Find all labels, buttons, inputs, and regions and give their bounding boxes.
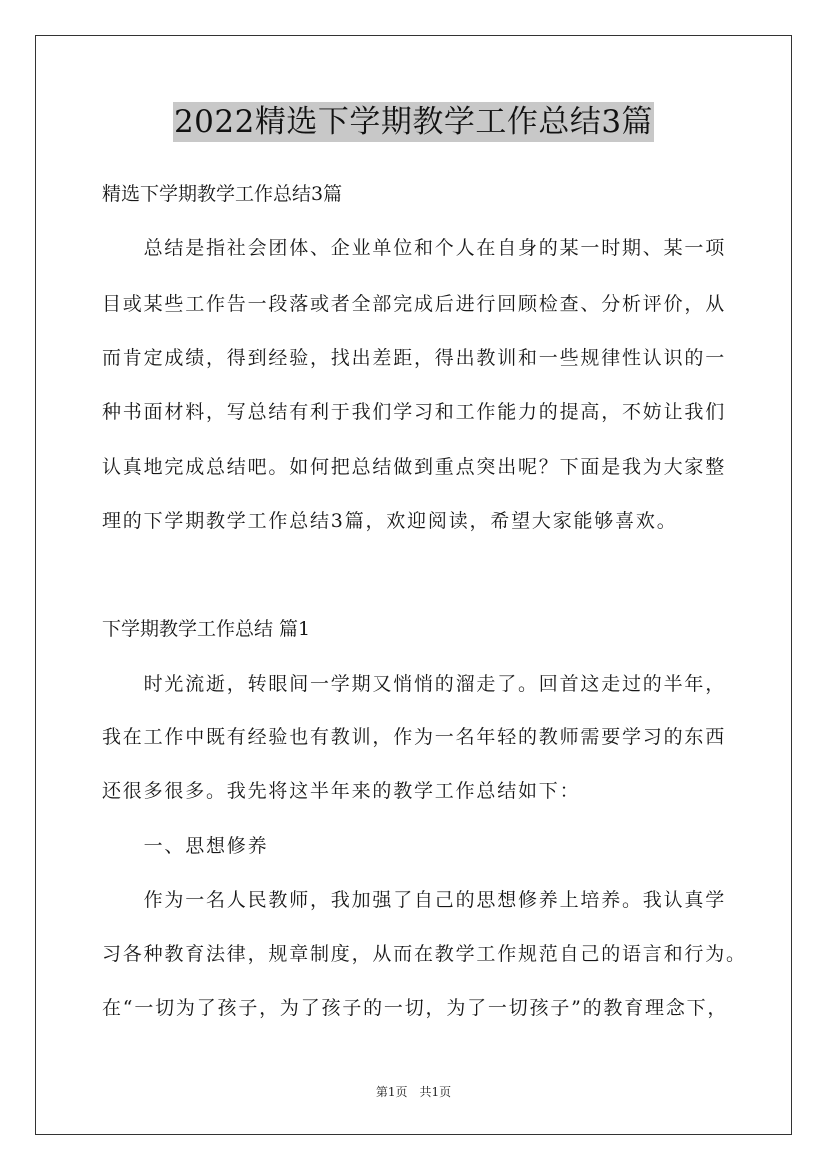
section-line-4: 作为一名人民教师，我加强了自己的思想修养上培养。我认真学 [102,889,727,911]
intro-line-5: 认真地完成总结吧。如何把总结做到重点突出呢？下面是我为大家整 [102,456,727,478]
intro-line-4: 种书面材料，写总结有利于我们学习和工作能力的提高，不妨让我们 [102,401,727,423]
intro-line-2: 目或某些工作告一段落或者全部完成后进行回顾检查、分析评价，从 [102,293,727,315]
intro-line-3: 而肯定成绩，得到经验，找出差距，得出教训和一些规律性认识的一 [102,347,727,369]
document-title: 2022精选下学期教学工作总结3篇 [173,104,654,140]
section-line-2: 我在工作中既有经验也有教训，作为一名年轻的教师需要学习的东西 [102,726,727,748]
page-footer: 第1页 共1页 [375,1085,452,1099]
section-heading: 下学期教学工作总结 篇1 [102,618,311,640]
title-container [0,102,827,142]
section-line-3: 还很多很多。我先将这半年来的教学工作总结如下： [102,780,581,802]
subsection-heading: 一、思想修养 [102,835,269,857]
section-line-1: 时光流逝，转眼间一学期又悄悄的溜走了。回首这走过的半年， [102,673,727,695]
intro-line-6: 理的下学期教学工作总结3篇，欢迎阅读，希望大家能够喜欢。 [102,510,678,532]
intro-line-1: 总结是指社会团体、企业单位和个人在自身的某一时期、某一项 [102,237,727,259]
section-line-6: 在“一切为了孩子，为了孩子的一切，为了一切孩子”的教育理念下， [102,997,729,1019]
section-line-5: 习各种教育法律，规章制度，从而在教学工作规范自己的语言和行为。 [102,943,747,965]
document-subtitle: 精选下学期教学工作总结3篇 [102,183,343,205]
